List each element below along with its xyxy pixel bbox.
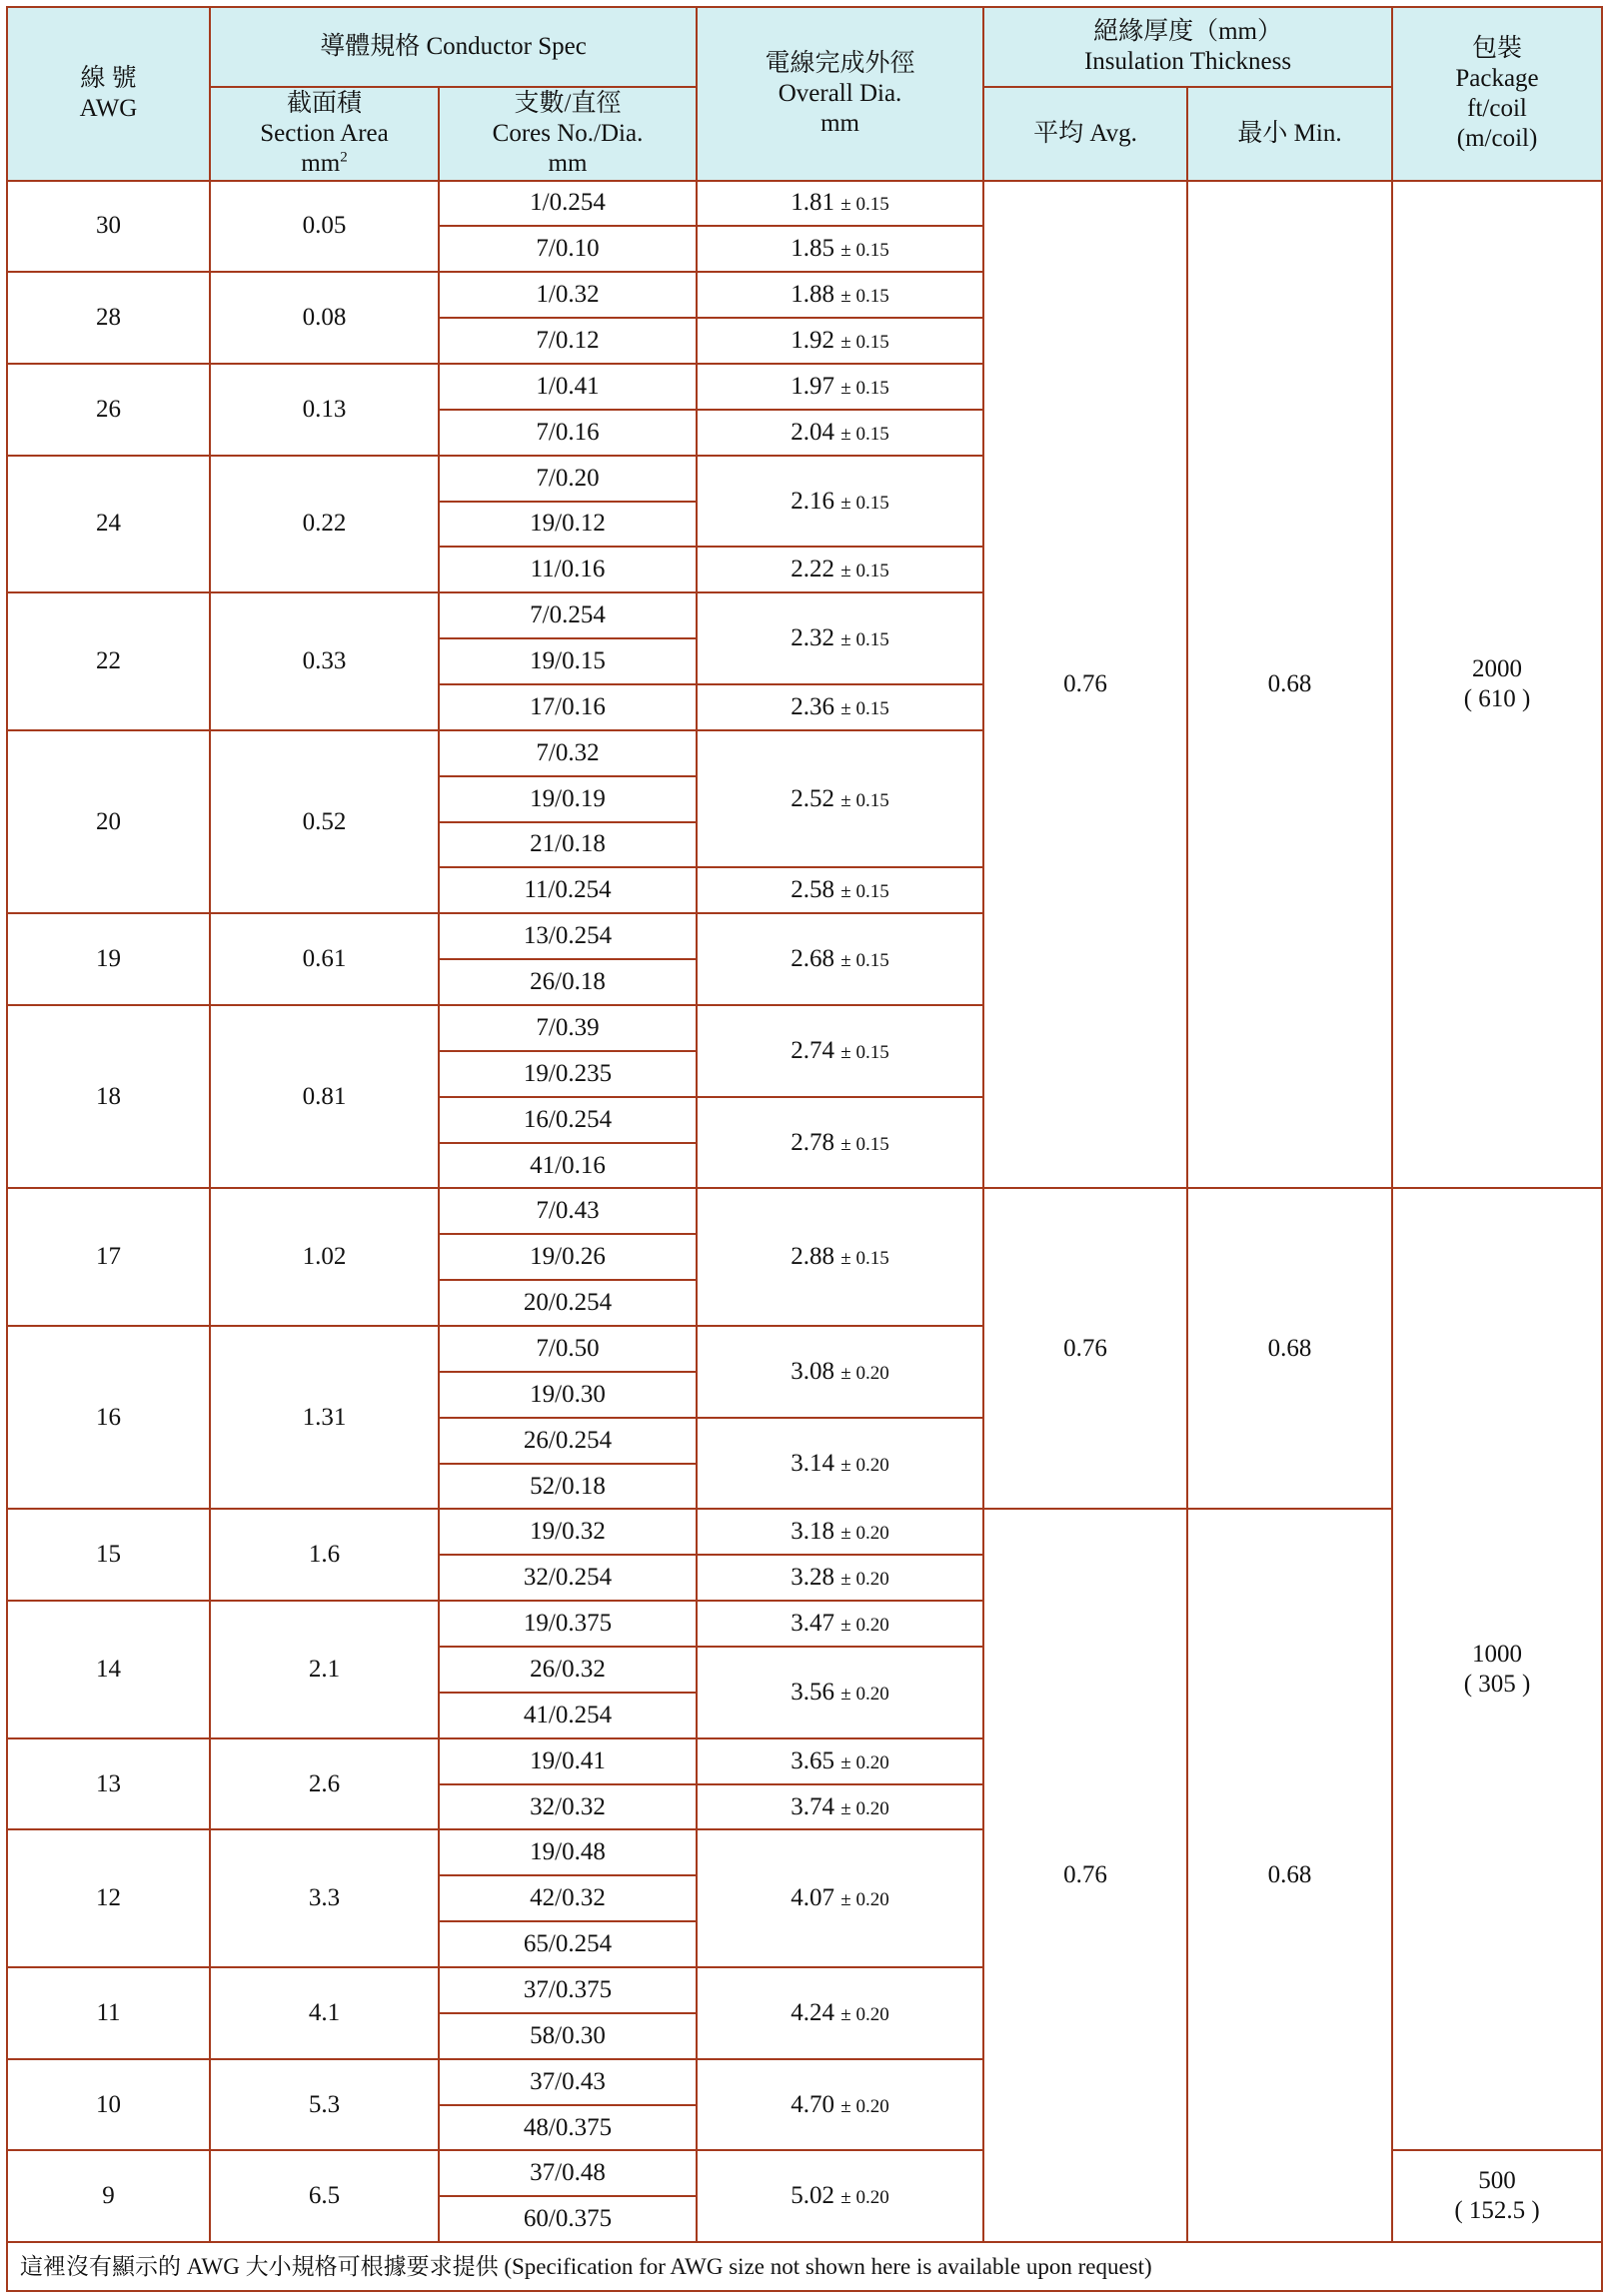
overall-dia-cell — [697, 1829, 983, 1967]
dia-tolerance: ± 0.15 — [840, 629, 889, 651]
dia-tolerance: ± 0.20 — [840, 1362, 889, 1384]
dia-tolerance: ± 0.15 — [840, 492, 889, 514]
header-row-1 — [7, 7, 1602, 87]
header-package-unit: ft/coil — [1467, 94, 1527, 122]
header-insulation-zh: 絕緣厚度（mm） — [1093, 18, 1282, 46]
header-conductor-spec: 導體規格 Conductor Spec — [210, 7, 697, 87]
cores-cell: 16/0.254 — [439, 1097, 697, 1143]
overall-dia-cell — [697, 318, 983, 364]
insulation-avg-cell: 0.76 — [983, 1509, 1187, 2242]
dia-value: 3.65 — [791, 1746, 835, 1774]
package-cell — [1392, 181, 1602, 1189]
insulation-avg-cell: 0.76 — [983, 1188, 1187, 1509]
dia-tolerance: ± 0.20 — [840, 2003, 889, 2025]
header-section-area — [210, 87, 439, 180]
cores-cell: 17/0.16 — [439, 684, 697, 730]
dia-tolerance: ± 0.15 — [840, 194, 889, 216]
cores-cell: 19/0.41 — [439, 1738, 697, 1784]
cores-cell: 7/0.39 — [439, 1005, 697, 1051]
dia-tolerance: ± 0.15 — [840, 332, 889, 354]
cores-cell: 37/0.375 — [439, 1967, 697, 2013]
overall-dia-cell — [697, 2150, 983, 2242]
table-row — [7, 1509, 1602, 1555]
package-ft: 500 — [1478, 2167, 1516, 2195]
cores-cell: 1/0.41 — [439, 364, 697, 410]
table-row — [7, 181, 1602, 227]
cores-cell: 19/0.15 — [439, 638, 697, 684]
header-awg-zh: 線 號 — [80, 64, 137, 92]
overall-dia-cell — [697, 272, 983, 318]
header-cores-en: Cores No./Dia. — [492, 119, 644, 147]
cores-cell: 1/0.32 — [439, 272, 697, 318]
cores-cell: 11/0.16 — [439, 547, 697, 592]
header-cores-zh: 支數/直徑 — [514, 89, 622, 117]
cores-cell: 19/0.26 — [439, 1234, 697, 1280]
section-area-cell: 0.33 — [210, 592, 439, 730]
overall-dia-cell — [697, 456, 983, 548]
dia-tolerance: ± 0.20 — [840, 2095, 889, 2117]
awg-cell: 11 — [7, 1967, 210, 2059]
awg-cell: 30 — [7, 181, 210, 273]
dia-value: 4.07 — [791, 1884, 835, 1912]
footnote-row — [7, 2242, 1602, 2291]
dia-value: 1.88 — [791, 281, 835, 309]
overall-dia-cell — [697, 730, 983, 868]
unit-mm: mm — [301, 149, 341, 177]
section-area-cell: 3.3 — [210, 1829, 439, 1967]
cores-cell: 26/0.254 — [439, 1418, 697, 1464]
awg-cell: 22 — [7, 592, 210, 730]
dia-tolerance: ± 0.15 — [840, 789, 889, 811]
dia-tolerance: ± 0.15 — [840, 240, 889, 262]
package-m: ( 152.5 ) — [1454, 2197, 1540, 2225]
overall-dia-cell — [697, 592, 983, 684]
header-section-area-en: Section Area — [260, 119, 389, 147]
section-area-cell: 6.5 — [210, 2150, 439, 2242]
dia-value: 3.47 — [791, 1610, 835, 1638]
section-area-cell: 2.1 — [210, 1601, 439, 1738]
overall-dia-cell — [697, 547, 983, 592]
dia-value: 2.32 — [791, 624, 835, 652]
cores-cell: 37/0.48 — [439, 2150, 697, 2196]
cores-cell: 21/0.18 — [439, 822, 697, 868]
header-package-unit-m: (m/coil) — [1456, 124, 1538, 152]
awg-cell: 10 — [7, 2059, 210, 2151]
header-awg — [7, 7, 210, 181]
overall-dia-cell — [697, 867, 983, 913]
awg-cell: 18 — [7, 1005, 210, 1188]
package-cell — [1392, 2150, 1602, 2242]
overall-dia-cell — [697, 1647, 983, 1738]
dia-tolerance: ± 0.20 — [840, 1523, 889, 1545]
cores-cell: 37/0.43 — [439, 2059, 697, 2105]
dia-value: 3.14 — [791, 1449, 835, 1477]
header-cores-unit: mm — [548, 149, 588, 177]
cores-cell: 19/0.30 — [439, 1372, 697, 1418]
dia-value: 1.81 — [791, 189, 835, 217]
cores-cell: 41/0.16 — [439, 1143, 697, 1189]
overall-dia-cell — [697, 1967, 983, 2059]
dia-tolerance: ± 0.20 — [840, 2187, 889, 2209]
dia-value: 2.68 — [791, 945, 835, 973]
awg-cell: 20 — [7, 730, 210, 913]
cores-cell: 60/0.375 — [439, 2196, 697, 2242]
section-area-cell: 0.22 — [210, 456, 439, 593]
cores-cell: 20/0.254 — [439, 1280, 697, 1326]
header-section-area-unit — [211, 149, 438, 179]
insulation-min-cell: 0.68 — [1187, 1509, 1392, 2242]
package-ft: 1000 — [1472, 1640, 1523, 1668]
insulation-min-cell: 0.68 — [1187, 181, 1392, 1189]
table-row — [7, 1188, 1602, 1234]
awg-cell: 19 — [7, 913, 210, 1005]
dia-value: 2.52 — [791, 784, 835, 812]
header-avg: 平均 Avg. — [983, 87, 1187, 180]
section-area-cell: 0.05 — [210, 181, 439, 273]
package-ft: 2000 — [1472, 654, 1523, 682]
dia-value: 1.92 — [791, 327, 835, 355]
header-awg-en: AWG — [79, 94, 138, 122]
footnote-text: 這裡沒有顯示的 AWG 大小規格可根據要求提供 (Specification for AWG size not shown here is available upon request) — [7, 2242, 1602, 2291]
dia-value: 1.97 — [791, 372, 835, 400]
dia-value: 3.56 — [791, 1678, 835, 1706]
overall-dia-cell — [697, 1097, 983, 1189]
dia-tolerance: ± 0.20 — [840, 1615, 889, 1637]
header-min: 最小 Min. — [1187, 87, 1392, 180]
header-cores — [439, 87, 697, 180]
overall-dia-cell — [697, 1188, 983, 1326]
unit-squared: 2 — [340, 149, 348, 166]
awg-cell: 12 — [7, 1829, 210, 1967]
cores-cell: 42/0.32 — [439, 1875, 697, 1921]
overall-dia-cell — [697, 1555, 983, 1601]
dia-tolerance: ± 0.20 — [840, 1751, 889, 1773]
dia-tolerance: ± 0.15 — [840, 1133, 889, 1155]
cores-cell: 19/0.12 — [439, 502, 697, 548]
header-overall-dia — [697, 7, 983, 181]
cores-cell: 19/0.375 — [439, 1601, 697, 1647]
cores-cell: 32/0.32 — [439, 1784, 697, 1830]
overall-dia-cell — [697, 181, 983, 227]
overall-dia-cell — [697, 2059, 983, 2151]
header-package-en: Package — [1455, 64, 1539, 92]
dia-value: 3.18 — [791, 1518, 835, 1546]
header-package-zh: 包裝 — [1472, 34, 1523, 62]
dia-value: 3.08 — [791, 1357, 835, 1385]
cores-cell: 19/0.48 — [439, 1829, 697, 1875]
cores-cell: 7/0.43 — [439, 1188, 697, 1234]
dia-tolerance: ± 0.20 — [840, 1683, 889, 1705]
awg-cell: 14 — [7, 1601, 210, 1738]
overall-dia-cell — [697, 1418, 983, 1510]
package-cell — [1392, 1188, 1602, 2150]
dia-tolerance: ± 0.15 — [840, 697, 889, 719]
dia-tolerance: ± 0.15 — [840, 561, 889, 582]
header-overall-dia-zh: 電線完成外徑 — [765, 49, 915, 77]
dia-tolerance: ± 0.20 — [840, 1454, 889, 1476]
dia-tolerance: ± 0.15 — [840, 377, 889, 399]
dia-tolerance: ± 0.15 — [840, 950, 889, 972]
dia-tolerance: ± 0.15 — [840, 881, 889, 903]
section-area-cell: 0.13 — [210, 364, 439, 456]
dia-value: 4.24 — [791, 1998, 835, 2026]
dia-value: 2.88 — [791, 1243, 835, 1271]
header-insulation-en: Insulation Thickness — [1083, 48, 1292, 76]
dia-value: 2.78 — [791, 1128, 835, 1156]
cores-cell: 7/0.16 — [439, 410, 697, 456]
overall-dia-cell — [697, 684, 983, 730]
dia-tolerance: ± 0.20 — [840, 1889, 889, 1911]
cores-cell: 11/0.254 — [439, 867, 697, 913]
cores-cell: 7/0.254 — [439, 592, 697, 638]
section-area-cell: 1.31 — [210, 1326, 439, 1509]
section-area-cell: 1.6 — [210, 1509, 439, 1601]
dia-value: 5.02 — [791, 2182, 835, 2210]
overall-dia-cell — [697, 1738, 983, 1784]
cores-cell: 26/0.18 — [439, 959, 697, 1005]
header-overall-dia-unit: mm — [820, 109, 859, 137]
dia-tolerance: ± 0.20 — [840, 1797, 889, 1819]
awg-cell: 13 — [7, 1738, 210, 1830]
dia-value: 2.74 — [791, 1036, 835, 1064]
cores-cell: 7/0.50 — [439, 1326, 697, 1372]
wire-spec-table — [6, 6, 1603, 2292]
cores-cell: 26/0.32 — [439, 1647, 697, 1693]
section-area-cell: 5.3 — [210, 2059, 439, 2151]
cores-cell: 19/0.19 — [439, 776, 697, 822]
section-area-cell: 4.1 — [210, 1967, 439, 2059]
dia-value: 1.85 — [791, 235, 835, 263]
dia-value: 2.16 — [791, 487, 835, 515]
cores-cell: 65/0.254 — [439, 1921, 697, 1967]
cores-cell: 52/0.18 — [439, 1464, 697, 1510]
dia-tolerance: ± 0.15 — [840, 423, 889, 445]
header-package — [1392, 7, 1602, 181]
awg-cell: 16 — [7, 1326, 210, 1509]
section-area-cell: 0.08 — [210, 272, 439, 364]
overall-dia-cell — [697, 913, 983, 1005]
section-area-cell: 1.02 — [210, 1188, 439, 1326]
cores-cell: 32/0.254 — [439, 1555, 697, 1601]
cores-cell: 41/0.254 — [439, 1693, 697, 1738]
table-body — [7, 7, 1602, 2291]
overall-dia-cell — [697, 1601, 983, 1647]
dia-tolerance: ± 0.15 — [840, 286, 889, 308]
section-area-cell: 2.6 — [210, 1738, 439, 1830]
awg-cell: 26 — [7, 364, 210, 456]
cores-cell: 7/0.20 — [439, 456, 697, 502]
dia-tolerance: ± 0.15 — [840, 1248, 889, 1270]
overall-dia-cell — [697, 226, 983, 272]
awg-cell: 28 — [7, 272, 210, 364]
overall-dia-cell — [697, 1326, 983, 1418]
cores-cell: 7/0.12 — [439, 318, 697, 364]
section-area-cell: 0.61 — [210, 913, 439, 1005]
package-m: ( 610 ) — [1463, 684, 1531, 712]
cores-cell: 13/0.254 — [439, 913, 697, 959]
overall-dia-cell — [697, 1784, 983, 1830]
awg-cell: 15 — [7, 1509, 210, 1601]
cores-cell: 19/0.32 — [439, 1509, 697, 1555]
package-m: ( 305 ) — [1463, 1670, 1531, 1698]
dia-value: 2.04 — [791, 418, 835, 446]
insulation-avg-cell: 0.76 — [983, 181, 1187, 1189]
section-area-cell: 0.81 — [210, 1005, 439, 1188]
header-section-area-zh: 截面積 — [286, 89, 362, 117]
awg-cell: 9 — [7, 2150, 210, 2242]
dia-tolerance: ± 0.20 — [840, 1569, 889, 1591]
cores-cell: 7/0.32 — [439, 730, 697, 776]
dia-value: 2.22 — [791, 556, 835, 583]
section-area-cell: 0.52 — [210, 730, 439, 913]
dia-value: 2.36 — [791, 692, 835, 720]
cores-cell: 7/0.10 — [439, 226, 697, 272]
dia-value: 3.74 — [791, 1792, 835, 1820]
dia-value: 2.58 — [791, 876, 835, 904]
insulation-min-cell: 0.68 — [1187, 1188, 1392, 1509]
cores-cell: 58/0.30 — [439, 2013, 697, 2059]
header-overall-dia-en: Overall Dia. — [778, 79, 902, 107]
dia-tolerance: ± 0.15 — [840, 1041, 889, 1063]
cores-cell: 19/0.235 — [439, 1051, 697, 1097]
dia-value: 3.28 — [791, 1564, 835, 1592]
overall-dia-cell — [697, 1509, 983, 1555]
cores-cell: 1/0.254 — [439, 181, 697, 227]
dia-value: 4.70 — [791, 2090, 835, 2118]
overall-dia-cell — [697, 410, 983, 456]
awg-cell: 24 — [7, 456, 210, 593]
overall-dia-cell — [697, 364, 983, 410]
cores-cell: 48/0.375 — [439, 2105, 697, 2151]
overall-dia-cell — [697, 1005, 983, 1097]
header-insulation — [983, 7, 1392, 87]
awg-cell: 17 — [7, 1188, 210, 1326]
